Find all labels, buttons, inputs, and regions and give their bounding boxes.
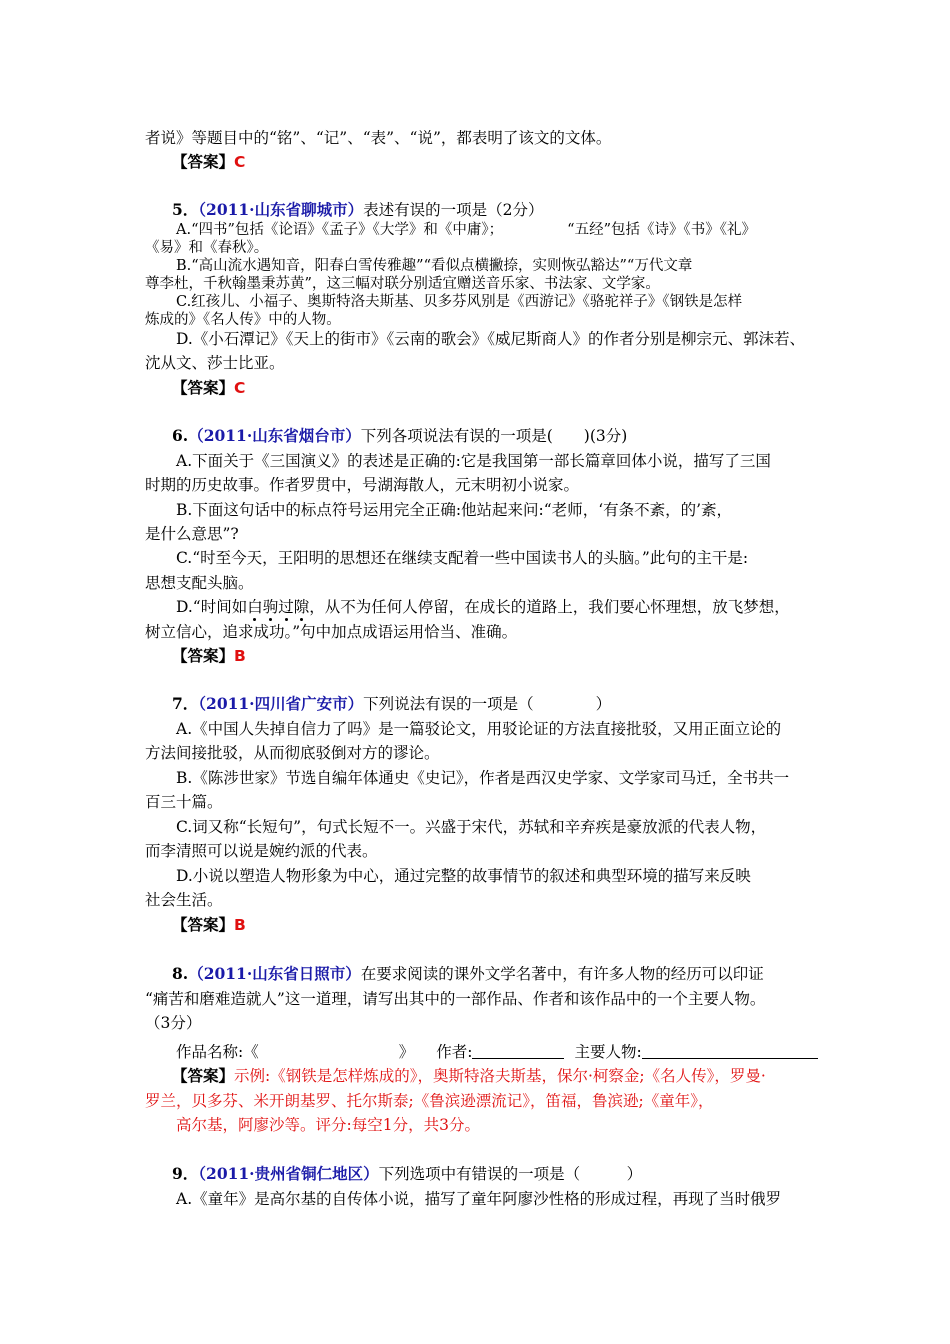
question-8-heading	[172, 964, 764, 984]
question-number: 6.	[172, 426, 189, 445]
option-text: ，从不为任何人停留，在成长的道路上，我们要心怀理想，放飞梦想，	[309, 598, 790, 616]
option-c-line: C.“时至今天，王阳明的思想还在继续支配着一些中国读书人的头脑。”此句的主干是:	[176, 549, 749, 567]
option-text: “五经”包括《诗》《书》《礼》	[567, 222, 756, 238]
answer-line	[172, 1066, 766, 1086]
answer-text: 示例:《钢铁是怎样炼成的》，奥斯特洛夫斯基，保尔·柯察金;《名人传》，罗曼·	[234, 1067, 766, 1085]
answer-value: C	[234, 153, 246, 171]
question-source: （2011·四川省广安市）	[198, 694, 364, 713]
author-label: 作者:	[436, 1043, 473, 1061]
option-a-line: 《易》和《春秋》。	[145, 240, 269, 256]
question-source: （2011·山东省烟台市）	[188, 426, 361, 445]
option-a-line: A.《中国人失掉自信力了吗》是一篇驳论文，用驳论证的方法直接批驳，又用正面立论的	[176, 720, 782, 738]
main-character-field[interactable]	[642, 1042, 818, 1059]
option-c-line: 思想支配头脑。	[145, 574, 254, 592]
option-c-line: C.红孩儿、小福子、奥斯特洛夫斯基、贝多芬风别是《西游记》《骆驼祥子》《钢铁是怎样	[176, 294, 743, 310]
question-source: （2011·贵州省铜仁地区）	[198, 1164, 379, 1183]
text-line: 者说》等题目中的“铭”、“记”、“表”、“说”，都表明了该文的文体。	[145, 129, 612, 147]
question-stem: 下列各项说法有误的一项是( )(3分)	[360, 427, 628, 445]
question-source: （2011·山东省日照市）	[188, 964, 361, 983]
answer-line	[172, 646, 246, 666]
question-number: 5．	[172, 200, 199, 219]
emphasis-char: 过	[278, 598, 294, 616]
option-d-line: D.《小石潭记》《天上的街市》《云南的歌会》《威尼斯商人》的作者分别是柳宗元、郭沫若、	[176, 330, 806, 348]
option-text: D.“时间如	[176, 598, 248, 616]
answer-line	[172, 915, 246, 935]
answer-value: B	[234, 647, 246, 665]
work-name-label: 作品名称:《	[176, 1043, 259, 1061]
answer-label: 【答案】	[172, 152, 235, 171]
question-6-heading	[172, 426, 627, 446]
question-stem: 在要求阅读的课外文学名著中，有许多人物的经历可以印证	[360, 965, 764, 983]
option-d-line	[176, 597, 790, 617]
question-stem: 下列说法有误的一项是（ ）	[363, 695, 612, 713]
question-9-heading	[172, 1164, 642, 1184]
answer-value: B	[234, 916, 246, 934]
option-b-line: 是什么意思”?	[145, 525, 239, 543]
option-a-line: 时期的历史故事。作者罗贯中，号湖海散人，元末明初小说家。	[145, 476, 580, 494]
option-b-line: B.“高山流水遇知音，阳春白雪传雅趣”“看似点横撇捺，实则恢弘豁达”“万代文章	[176, 258, 693, 274]
question-number: 8.	[172, 964, 189, 983]
option-b-line: 百三十篇。	[145, 793, 223, 811]
option-d-line: D.小说以塑造人物形象为中心，通过完整的故事情节的叙述和典型环境的描写来反映	[176, 867, 751, 885]
main-character-label: 主要人物:	[574, 1043, 642, 1061]
option-b-line: B.下面这句话中的标点符号运用完全正确:他站起来问:“老师，‘有条不紊，的’紊，	[176, 501, 733, 519]
option-b-line: B.《陈涉世家》节选自编年体通史《史记》，作者是西汉史学家、文学家司马迁，全书共一	[176, 769, 790, 787]
option-d-line: 社会生活。	[145, 891, 223, 909]
answer-text: 高尔基，阿廖沙等。评分:每空1分，共3分。	[176, 1116, 480, 1134]
option-a-line: A.下面关于《三国演义》的表述是正确的:它是我国第一部长篇章回体小说，描写了三国	[176, 452, 771, 470]
answer-line	[172, 152, 245, 172]
question-source: （2011·山东省聊城市）	[198, 200, 364, 219]
question-stem-line: “痛苦和磨难造就人”这一道理，请写出其中的一部作品、作者和该作品中的一个主要人物。	[145, 990, 766, 1008]
author-field[interactable]	[472, 1042, 564, 1059]
option-a-line: A.《童年》是高尔基的自传体小说，描写了童年阿廖沙性格的形成过程，再现了当时俄罗	[176, 1190, 782, 1208]
emphasis-char: 隙	[293, 598, 310, 616]
answer-value: C	[234, 379, 246, 397]
answer-label: 【答案】	[172, 378, 235, 397]
question-stem-line: （3分）	[145, 1014, 202, 1032]
emphasis-char: 驹	[262, 598, 279, 616]
answer-label: 【答案】	[172, 646, 235, 665]
option-b-line: 尊李杜，千秋翰墨秉苏黄”，这三幅对联分别适宜赠送音乐家、书法家、文学家。	[145, 276, 660, 292]
work-name-close: 》	[398, 1043, 415, 1061]
question-stem: 下列选项中有错误的一项是（ ）	[378, 1165, 643, 1183]
answer-line	[172, 378, 245, 398]
option-c-line: 而李清照可以说是婉约派的代表。	[145, 842, 378, 860]
answer-label: 【答案】	[172, 915, 235, 934]
emphasis-char: 白	[247, 598, 263, 616]
question-number: 7．	[172, 694, 199, 713]
option-d-line: 沈从文、莎士比亚。	[145, 354, 285, 372]
option-a-line	[176, 220, 756, 240]
option-c-line: C.词又称“长短句”，句式长短不一。兴盛于宋代，苏轼和辛弃疾是豪放派的代表人物，	[176, 818, 767, 836]
answer-label: 【答案】	[172, 1066, 235, 1085]
work-name-field[interactable]	[259, 1043, 399, 1059]
question-stem: 表述有误的一项是（2分）	[363, 201, 544, 219]
question-7-heading	[172, 694, 611, 714]
option-a-line: 方法间接批驳，从而彻底驳倒对方的谬论。	[145, 744, 440, 762]
answer-text: 罗兰，贝多芬、米开朗基罗、托尔斯泰;《鲁滨逊漂流记》，笛福，鲁滨逊;《童年》，	[145, 1092, 714, 1110]
question-5-heading	[172, 200, 543, 220]
question-number: 9．	[172, 1164, 199, 1183]
option-text: A.“四书”包括《论语》《孟子》《大学》和《中庸》；	[176, 222, 504, 238]
option-c-line: 炼成的》《名人传》中的人物。	[145, 312, 341, 328]
answer-fields-line	[176, 1042, 818, 1062]
option-d-line: 树立信心，追求成功。”句中加点成语运用恰当、准确。	[145, 623, 518, 641]
